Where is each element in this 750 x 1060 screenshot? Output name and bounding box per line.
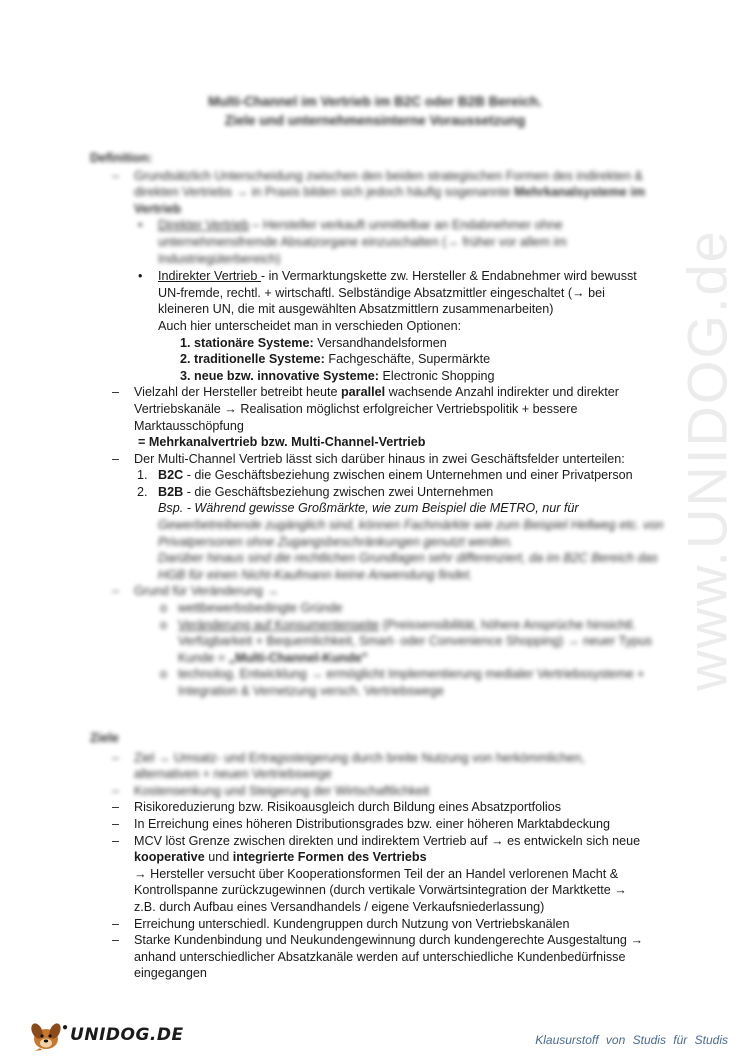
- goal-mcv: – MCV löst Grenze zwischen direkten und indirektem Vertrieb auf → es entwickeln sich neue kooperative und integrierte Formen des Vertriebs → Hersteller versucht über Kooperationsformen Teil der an Handel verlorenen Macht & Kontrollspanne zurückzugewinnen (durch vertikale Vorwärtsintegration der Marktkette → z.B. durch Aufbau eines Versandhandels / eigene Verkaufsniederlassung): [112, 833, 641, 914]
- logo-text: UNIDOG.DE: [70, 1024, 184, 1045]
- title-line-1: Multi-Channel im Vertrieb im B2C oder B2B Bereich.: [208, 94, 542, 109]
- parallel-item: – Vielzahl der Hersteller betreibt heute parallel wachsende Anzahl indirekter und direkter Vertriebskanäle → Realisation möglichst erfolgreicher Vertriebspolitik + bessere Marktausschöpfung = Mehrkanalvertrieb bzw. Multi-Channel-Vertrieb: [112, 385, 619, 450]
- split-item: – Der Multi-Channel Vertrieb lässt sich darüber hinaus in zwei Geschäftsfelder unterteilen:: [112, 451, 625, 466]
- title-line-2: Ziele und unternehmensinterne Voraussetzung: [224, 113, 526, 128]
- direct-sales-item: • Direkter Vertrieb – Hersteller verkauft unmittelbar an Endabnehmer ohne unternehmensfremde Absatzorgane einzuschalten (→ früher vor allem im Industriegüterbereich): [138, 218, 567, 266]
- goal-risk: – Risikoreduzierung bzw. Risikoausgleich durch Bildung eines Absatzportfolios: [112, 800, 562, 815]
- goal-binding: – Starke Kundenbindung und Neukundengewinnung durch kundengerechte Ausgestaltung → anhand unterschiedlicher Absatzkanäle werden auf unterschiedliche Kundenbedürfnisse eingegangen: [112, 933, 644, 981]
- field-b2b: 2. B2B - die Geschäftsbeziehung zwischen zwei Unternehmen: [137, 484, 494, 499]
- dog-icon: [26, 1018, 69, 1052]
- footer-slogan: Klausurstoff von Studis für Studis: [535, 1033, 728, 1047]
- intro-item: – Grundsätzlich Unterscheidung zwischen den beiden strategischen Formen des indirekten & direkten Vertriebs → in Praxis bilden sich jedoch häufig sogenannte Mehrkanalsysteme im Vertrieb: [112, 168, 646, 216]
- indirect-sales-item: • Indirekter Vertrieb - in Vermarktungskette zw. Hersteller & Endabnehmer wird bewusst UN-fremde, rechtl. + wirtschaftl. Selbständige Absatzmittler eingeschaltet (→ bei kleineren UN, die mit ausgewählten Absatzmittlern zusammenarbeiten) Auch hier unterscheidet man in verschieden Optionen: 1. stationäre Systeme: Versandhandelsformen 2. traditionelle Systeme: Fachgeschäfte, Supermärkte 3. neue bzw. innovative Systeme: Electronic Shopping: [90, 268, 665, 384]
- unidog-logo[interactable]: [26, 1018, 184, 1052]
- goal-costs: – Kostensenkung und Steigerung der Wirtschaftlichkeit: [112, 783, 430, 798]
- field-b2c: 1. B2C - die Geschäftsbeziehung zwischen einem Unternehmen und einer Privatperson: [137, 468, 633, 483]
- option-1: 1. stationäre Systeme: Versandhandelsformen: [180, 335, 447, 350]
- watermark: www.UNIDOG.de: [675, 229, 739, 691]
- definition-section: [90, 150, 665, 700]
- goal-groups: – Erreichung unterschiedl. Kundengruppen durch Nutzung von Vertriebskanälen: [112, 916, 570, 931]
- definition-heading: Definition:: [90, 151, 153, 165]
- paw-icon: ●: [62, 1021, 69, 1033]
- goals-section: [90, 730, 665, 982]
- goal-distribution: – In Erreichung eines höheren Distributionsgrades bzw. einer höheren Marktabdeckung: [112, 816, 611, 831]
- option-2: 2. traditionelle Systeme: Fachgeschäfte, Supermärkte: [180, 352, 491, 367]
- option-3: 3. neue bzw. innovative Systeme: Electronic Shopping: [180, 368, 495, 383]
- change-item: – Grund für Veränderung → o wettbewerbsbedingte Gründe o Veränderung auf Konsumentenseite (Preissensibilität, höhere Ansprüche hinsichtl. Verfügbarkeit + Bequemlichkeit, Smart- oder Convenience Shopping) → neuer Typus Kunde = „Multi-Channel-Kunde" o technolog. Entwicklung → ermöglicht Implementierung medialer Vertriebssysteme + Integration & Vernetzung versch. Vertriebswege: [112, 584, 653, 698]
- goal-revenue: – Ziel → Umsatz- und Ertragssteigerung durch breite Nutzung von herkömmlichen, alternativen + neuen Vertriebswege: [112, 750, 585, 782]
- goals-heading: Ziele: [90, 731, 119, 745]
- example-text: Bsp. - Während gewisse Großmärkte, wie zum Beispiel die METRO, nur für Gewerbetreibende zugänglich sind, können Fachmärkte wie zum Beispiel Hellweg etc. von Privatpersonen ohne Zugangsbeschränkungen genutzt werden. Darüber hinaus sind die rechtlichen Grundlagen sehr differenziert, da im B2C Bereich das HGB für einen Nicht-Kaufmann keine Anwendung findet.: [158, 501, 664, 582]
- page-title: [0, 92, 750, 130]
